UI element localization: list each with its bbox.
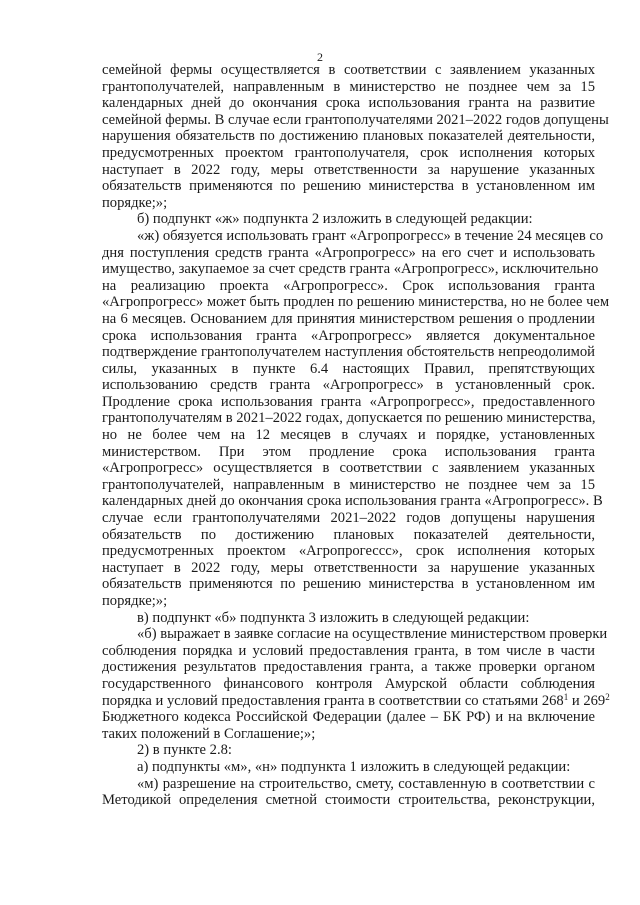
text-line: использованию средств гранта «Агропрогресс» в установленный срок. xyxy=(102,377,595,394)
text-line: календарных дней до окончания срока использования гранта «Агропрогресс». В xyxy=(102,493,603,510)
text-line: на реализацию проекта «Агропрогресс». Срок использования гранта xyxy=(102,277,595,294)
text-line: Методикой определения сметной стоимости строительства, реконструкции, xyxy=(102,792,595,809)
text-line: наступает в 2022 году, меры ответственности за нарушение указанных xyxy=(102,559,595,576)
text-line: грантополучателям в 2021–2022 годах, допускается по решению министерства, xyxy=(102,410,596,427)
text-line: обязательств применяются по решению министерства в установленном им xyxy=(102,576,595,593)
text-line: на 6 месяцев. Основанием для принятия министерством решения о продлении xyxy=(102,310,595,327)
text-line: «Агропрогресс» может быть продлен по решению министерства, но не более чем xyxy=(102,294,610,311)
text-line: дня поступления средств гранта «Агропрогресс» на его счет и использовать xyxy=(102,244,595,261)
text-line: а) подпункты «м», «н» подпункта 1 изложить в следующей редакции: xyxy=(137,758,571,775)
text-line: «м) разрешение на строительство, смету, составленную в соответствии с xyxy=(137,775,595,792)
text-line: семейной фермы осуществляется в соответствии с заявлением указанных xyxy=(102,62,595,78)
text-line: министерством. При этом продление срока использования гранта xyxy=(102,443,595,460)
text-line: Продление срока использования гранта «Агропрогресс», предоставленного xyxy=(102,393,595,410)
text-line: случае если грантополучателями 2021–2022 годов допущены нарушения xyxy=(102,510,595,527)
text-line: 2) в пункте 2.8: xyxy=(137,742,232,759)
text-line: календарных дней до окончания срока использования гранта на развитие xyxy=(102,95,595,112)
text-line: предусмотренных проектом «Агропрогессс», срок исполнения которых xyxy=(102,543,595,560)
text-line: но не более чем на 12 месяцев в случаях и порядке, установленных xyxy=(102,427,595,444)
text-line: Бюджетного кодекса Российской Федерации (далее – БК РФ) и на включение xyxy=(102,709,595,726)
text-line: грантополучателей, направленным в министерство не позднее чем за 15 xyxy=(102,476,595,493)
text-line: «ж) обязуется использовать грант «Агропрогресс» в течение 24 месяцев со xyxy=(137,227,604,244)
text-line: срока использования гранта «Агропрогресс» является документальное xyxy=(102,327,595,344)
page-number: 2 xyxy=(317,50,323,64)
text-line: подтверждение грантополучателем наступления обстоятельств непреодолимой xyxy=(102,344,595,361)
text-line: обязательств применяются по решению министерства в установленном им xyxy=(102,178,595,195)
text-line: «Агропрогресс» осуществляется в соответствии с заявлением указанных xyxy=(102,460,595,477)
text-line: таких положений в Соглашение;»; xyxy=(102,725,316,742)
text-line: б) подпункт «ж» подпункта 2 изложить в следующей редакции: xyxy=(137,211,533,228)
text-line: грантополучателей, направленным в министерство не позднее чем за 15 xyxy=(102,78,595,95)
text-line: порядке;»; xyxy=(102,593,168,609)
text-line: в) подпункт «б» подпункта 3 изложить в следующей редакции: xyxy=(137,609,530,626)
text-line: порядка и условий предоставления гранта в соответствии со статьями $268^1$ и $269^2$ xyxy=(102,691,610,709)
text-line: семейной фермы. В случае если грантополучателями 2021–2022 годов допущены xyxy=(102,111,609,128)
text-line: силы, указанных в пункте 6.4 настоящих Правил, препятствующих xyxy=(102,360,595,377)
superscript: 2 xyxy=(605,691,610,702)
text-line: предусмотренных проектом грантополучателя, срок исполнения которых xyxy=(102,144,595,161)
text-line: обязательств по достижению плановых показателей деятельности, xyxy=(102,526,595,543)
document-body xyxy=(102,62,610,809)
superscript: 1 xyxy=(563,691,569,702)
text-line: нарушения обязательств по достижению плановых показателей деятельности, xyxy=(102,128,595,145)
text-line: порядке;»; xyxy=(102,194,168,211)
text-line: «б) выражает в заявке согласие на осуществление министерством проверки xyxy=(137,626,608,643)
text-line: достижения результатов предоставления гранта, а также проверки органом xyxy=(102,659,595,676)
text-line: наступает в 2022 году, меры ответственности за нарушение указанных xyxy=(102,161,595,178)
text-line: имущество, закупаемое за счет средств гранта «Агропрогресс», исключительно xyxy=(102,261,599,278)
text-line: соблюдения порядка и условий предоставления гранта, в том числе в части xyxy=(102,642,595,659)
text-line: государственного финансового контроля Амурской области соблюдения xyxy=(102,675,595,692)
